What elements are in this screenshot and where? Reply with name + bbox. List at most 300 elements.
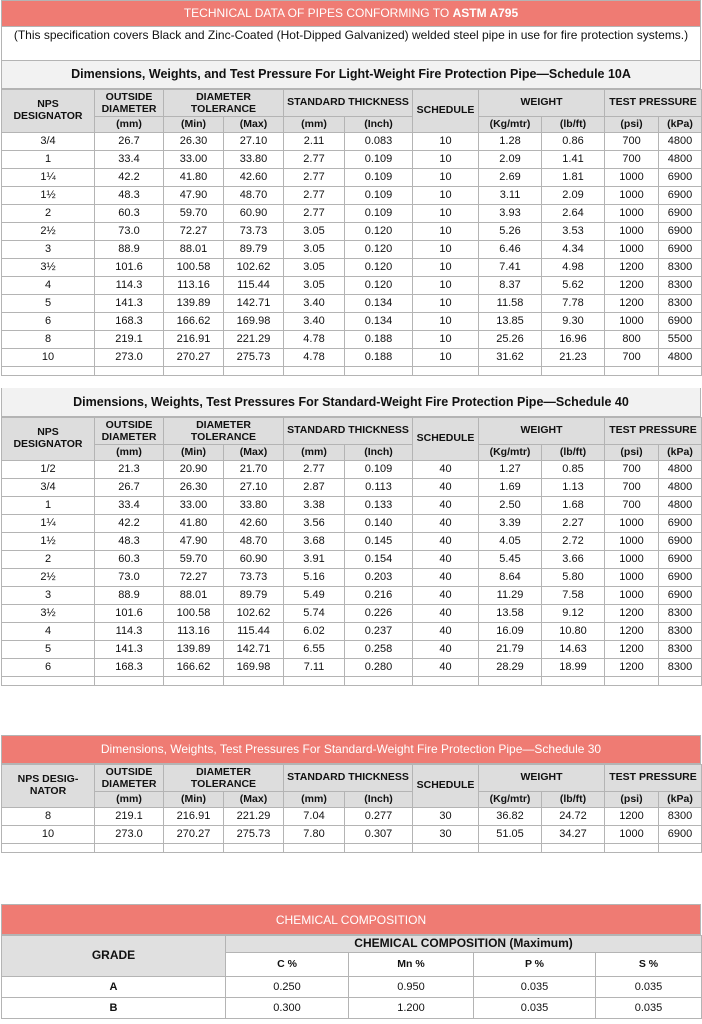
table-cell: 1.200 (349, 998, 474, 1019)
table-cell: 4800 (659, 461, 702, 479)
table-cell: 6900 (659, 313, 702, 331)
table-cell: 7.78 (542, 295, 605, 313)
table-cell: 1000 (605, 533, 659, 551)
table-row (2, 295, 702, 313)
table-row (2, 479, 702, 497)
col-weight: WEIGHT (479, 765, 605, 792)
table-cell: 0.035 (474, 998, 596, 1019)
table-cell: 1.13 (542, 479, 605, 497)
element-c: C % (226, 953, 349, 977)
table-cell: 40 (413, 587, 479, 605)
table-cell: 0.120 (345, 259, 413, 277)
table-cell: 2½ (2, 569, 95, 587)
schedule-40-title: Dimensions, Weights, Test Pressures For Standard-Weight Fire Protection Pipe—Schedule 40 (1, 388, 701, 417)
table-cell: 10 (413, 313, 479, 331)
table-cell: 11.29 (479, 587, 542, 605)
table-cell: 3.11 (479, 187, 542, 205)
table-cell: 0.120 (345, 277, 413, 295)
table-cell: 1.28 (479, 133, 542, 151)
table-cell: 113.16 (164, 623, 224, 641)
table-cell: 73.0 (95, 569, 164, 587)
table-cell: A (2, 977, 226, 998)
schedule-40-section (1, 388, 701, 686)
table-cell: 13.58 (479, 605, 542, 623)
table-cell: 8300 (659, 295, 702, 313)
col-tp: TEST PRESSURE (605, 765, 702, 792)
table-cell: 0.113 (345, 479, 413, 497)
table-cell: 6900 (659, 223, 702, 241)
table-cell: 1200 (605, 659, 659, 677)
table-cell: 0.277 (345, 808, 413, 826)
table-cell: 1000 (605, 169, 659, 187)
table-cell: 6900 (659, 169, 702, 187)
table-cell: 42.2 (95, 169, 164, 187)
table-row (2, 623, 702, 641)
table-cell: 40 (413, 569, 479, 587)
table-cell: 2 (2, 551, 95, 569)
col-dt: DIAMETER TOLERANCE (164, 418, 284, 445)
table-cell: 0.035 (474, 977, 596, 998)
element-p: P % (474, 953, 596, 977)
table-cell: 9.12 (542, 605, 605, 623)
table-cell: 0.237 (345, 623, 413, 641)
schedule-40-table (1, 417, 702, 686)
table-cell: 2.77 (284, 151, 345, 169)
table-cell: 1/2 (2, 461, 95, 479)
table-row (2, 331, 702, 349)
table-cell: 1000 (605, 205, 659, 223)
table-cell: 216.91 (164, 808, 224, 826)
table-cell: 6900 (659, 587, 702, 605)
table-cell: 6.46 (479, 241, 542, 259)
table-cell: 1.41 (542, 151, 605, 169)
table-cell: 16.09 (479, 623, 542, 641)
table-cell: 60.3 (95, 205, 164, 223)
table-cell: 48.70 (224, 187, 284, 205)
table-cell: 10 (413, 295, 479, 313)
table-row (2, 169, 702, 187)
table-cell: 5.80 (542, 569, 605, 587)
col-dt: DIAMETER TOLERANCE (164, 765, 284, 792)
table-cell: 3.40 (284, 313, 345, 331)
table-row (2, 533, 702, 551)
table-cell: 3.05 (284, 259, 345, 277)
table-cell: 0.258 (345, 641, 413, 659)
table-cell: 6900 (659, 826, 702, 844)
table-cell: 221.29 (224, 808, 284, 826)
table-row (2, 241, 702, 259)
table-cell: 5.45 (479, 551, 542, 569)
table-cell: 4800 (659, 133, 702, 151)
table-cell: 6.02 (284, 623, 345, 641)
table-cell: 700 (605, 151, 659, 169)
table-row (2, 205, 702, 223)
table-row (2, 223, 702, 241)
table-cell: 0.140 (345, 515, 413, 533)
schedule-10a-table (1, 89, 702, 376)
col-tp: TEST PRESSURE (605, 90, 702, 117)
table-row (2, 313, 702, 331)
table-cell: 7.80 (284, 826, 345, 844)
unit-mm: (mm) (284, 445, 345, 461)
table-cell: 6900 (659, 187, 702, 205)
unit-kpa: (kPa) (659, 117, 702, 133)
table-cell: 27.10 (224, 133, 284, 151)
table-cell: 3.68 (284, 533, 345, 551)
col-nps: NPS DESIGNATOR (2, 418, 95, 461)
table-cell: 8 (2, 808, 95, 826)
table-cell: 3 (2, 587, 95, 605)
table-cell: 3.53 (542, 223, 605, 241)
table-cell: 59.70 (164, 551, 224, 569)
table-cell: 273.0 (95, 826, 164, 844)
table-cell: 4 (2, 277, 95, 295)
table-cell: 0.109 (345, 205, 413, 223)
table-cell: 3.40 (284, 295, 345, 313)
table-cell: 1000 (605, 223, 659, 241)
table-cell: 33.4 (95, 497, 164, 515)
table-cell: 100.58 (164, 259, 224, 277)
col-schedule: SCHEDULE (413, 765, 479, 808)
table-cell: 10 (413, 259, 479, 277)
table-cell: 47.90 (164, 187, 224, 205)
table-cell: 21.3 (95, 461, 164, 479)
table-cell: 0.216 (345, 587, 413, 605)
table-cell: 1000 (605, 313, 659, 331)
table-row (2, 826, 702, 844)
table-cell: 51.05 (479, 826, 542, 844)
unit-inch: (Inch) (345, 117, 413, 133)
table-cell: 21.70 (224, 461, 284, 479)
chemical-title: CHEMICAL COMPOSITION (1, 904, 701, 935)
table-cell: 2.09 (479, 151, 542, 169)
table-cell: 10 (413, 205, 479, 223)
table-cell: 1½ (2, 533, 95, 551)
table-cell: 700 (605, 133, 659, 151)
table-cell: 1 (2, 497, 95, 515)
table-cell: 2.77 (284, 187, 345, 205)
col-tp: TEST PRESSURE (605, 418, 702, 445)
table-cell: 1200 (605, 605, 659, 623)
table-cell: 2.50 (479, 497, 542, 515)
table-cell: 1000 (605, 515, 659, 533)
unit-mm: (mm) (284, 792, 345, 808)
table-cell: 40 (413, 497, 479, 515)
col-weight: WEIGHT (479, 418, 605, 445)
table-row (2, 461, 702, 479)
table-cell: 0.250 (226, 977, 349, 998)
table-cell: 25.26 (479, 331, 542, 349)
table-cell: 141.3 (95, 295, 164, 313)
table-cell: 216.91 (164, 331, 224, 349)
table-cell: 7.41 (479, 259, 542, 277)
table-cell: 10 (413, 151, 479, 169)
col-nps: NPS DESIGNATOR (2, 90, 95, 133)
table-cell: 4.98 (542, 259, 605, 277)
table-cell: 142.71 (224, 641, 284, 659)
table-cell: 13.85 (479, 313, 542, 331)
table-cell: 21.23 (542, 349, 605, 367)
table-cell: 3.66 (542, 551, 605, 569)
table-cell: 3½ (2, 259, 95, 277)
table-row (2, 497, 702, 515)
element-s: S % (596, 953, 702, 977)
table-cell: 10 (2, 826, 95, 844)
col-schedule: SCHEDULE (413, 418, 479, 461)
table-cell: 4.05 (479, 533, 542, 551)
table-cell: 28.29 (479, 659, 542, 677)
schedule-10a-title: Dimensions, Weights, and Test Pressure For Light-Weight Fire Protection Pipe—Schedule 10A (1, 61, 701, 89)
col-od: OUTSIDE DIAMETER (95, 90, 164, 117)
unit-lbft: (lb/ft) (542, 445, 605, 461)
table-cell: 141.3 (95, 641, 164, 659)
table-cell: 26.7 (95, 133, 164, 151)
table-cell: 3.93 (479, 205, 542, 223)
table-cell: 40 (413, 533, 479, 551)
table-cell: 6900 (659, 205, 702, 223)
table-cell: 166.62 (164, 313, 224, 331)
table-cell: 102.62 (224, 259, 284, 277)
table-cell: 21.79 (479, 641, 542, 659)
table-cell: 1.81 (542, 169, 605, 187)
table-cell: 0.120 (345, 223, 413, 241)
table-cell: 273.0 (95, 349, 164, 367)
table-cell: 6 (2, 313, 95, 331)
table-cell: 0.134 (345, 295, 413, 313)
table-cell: 270.27 (164, 826, 224, 844)
unit-psi: (psi) (605, 792, 659, 808)
table-cell: 10 (413, 133, 479, 151)
table-cell: 59.70 (164, 205, 224, 223)
table-cell: 168.3 (95, 659, 164, 677)
table-row (2, 808, 702, 826)
table-cell: 0.109 (345, 187, 413, 205)
table-cell: 8300 (659, 623, 702, 641)
table-cell: 270.27 (164, 349, 224, 367)
table-cell: 33.00 (164, 497, 224, 515)
table-cell: 115.44 (224, 623, 284, 641)
table-cell: 8300 (659, 259, 702, 277)
table-cell: 88.9 (95, 241, 164, 259)
table-cell: 0.145 (345, 533, 413, 551)
col-schedule: SCHEDULE (413, 90, 479, 133)
table-cell: 0.035 (596, 998, 702, 1019)
table-row (2, 641, 702, 659)
table-cell: 1.69 (479, 479, 542, 497)
table-cell: 4.78 (284, 331, 345, 349)
table-cell: 41.80 (164, 169, 224, 187)
table-row (2, 349, 702, 367)
unit-mm: (mm) (95, 445, 164, 461)
table-cell: 26.7 (95, 479, 164, 497)
col-st: STANDARD THICKNESS (284, 90, 413, 117)
schedule-30-table (1, 764, 702, 853)
table-cell: 72.27 (164, 223, 224, 241)
unit-psi: (psi) (605, 117, 659, 133)
table-cell: 7.04 (284, 808, 345, 826)
table-cell: 10 (413, 349, 479, 367)
table-row (2, 187, 702, 205)
table-cell: 1200 (605, 295, 659, 313)
table-cell: 0.154 (345, 551, 413, 569)
unit-inch: (Inch) (345, 792, 413, 808)
table-cell: 0.109 (345, 151, 413, 169)
table-cell: 3/4 (2, 133, 95, 151)
table-cell: 48.3 (95, 533, 164, 551)
table-cell: 0.109 (345, 461, 413, 479)
table-cell: 7.11 (284, 659, 345, 677)
table-cell: 42.2 (95, 515, 164, 533)
table-cell: 6900 (659, 515, 702, 533)
table-cell: 1¼ (2, 169, 95, 187)
table-cell: 60.90 (224, 551, 284, 569)
table-cell: 3.39 (479, 515, 542, 533)
table-cell: 40 (413, 551, 479, 569)
table-cell: 40 (413, 659, 479, 677)
table-cell: 26.30 (164, 133, 224, 151)
table-cell: 36.82 (479, 808, 542, 826)
table-row (2, 569, 702, 587)
table-cell: 0.188 (345, 349, 413, 367)
table-cell: 20.90 (164, 461, 224, 479)
unit-max: (Max) (224, 445, 284, 461)
table-cell: 114.3 (95, 277, 164, 295)
col-nps: NPS DESIG- NATOR (2, 765, 95, 808)
table-cell: 88.9 (95, 587, 164, 605)
table-cell: 2.72 (542, 533, 605, 551)
unit-mm: (mm) (95, 117, 164, 133)
table-cell: 2½ (2, 223, 95, 241)
unit-kgm: (Kg/mtr) (479, 792, 542, 808)
table-cell: 16.96 (542, 331, 605, 349)
table-cell: 31.62 (479, 349, 542, 367)
table-cell: 60.90 (224, 205, 284, 223)
unit-lbft: (lb/ft) (542, 117, 605, 133)
table-cell: 33.4 (95, 151, 164, 169)
table-cell: 0.133 (345, 497, 413, 515)
table-cell: 88.01 (164, 587, 224, 605)
table-row (2, 551, 702, 569)
table-cell: 8300 (659, 641, 702, 659)
table-cell: 8300 (659, 808, 702, 826)
table-cell: 5.16 (284, 569, 345, 587)
table-cell: 41.80 (164, 515, 224, 533)
table-cell: 3.38 (284, 497, 345, 515)
table-cell: 88.01 (164, 241, 224, 259)
table-cell: 48.70 (224, 533, 284, 551)
unit-kgm: (Kg/mtr) (479, 445, 542, 461)
table-cell: 3 (2, 241, 95, 259)
table-cell: 101.6 (95, 259, 164, 277)
table-cell: 40 (413, 515, 479, 533)
table-cell: 2.27 (542, 515, 605, 533)
table-row (2, 977, 702, 998)
table-cell: 4800 (659, 151, 702, 169)
table-cell: 4 (2, 623, 95, 641)
table-row (2, 151, 702, 169)
table-cell: B (2, 998, 226, 1019)
unit-min: (Min) (164, 117, 224, 133)
table-cell: 4800 (659, 479, 702, 497)
table-cell: 40 (413, 623, 479, 641)
table-cell: 0.109 (345, 169, 413, 187)
table-cell: 2.64 (542, 205, 605, 223)
table-cell: 8.64 (479, 569, 542, 587)
table-cell: 5.26 (479, 223, 542, 241)
table-cell: 5500 (659, 331, 702, 349)
table-cell: 168.3 (95, 313, 164, 331)
table-cell: 26.30 (164, 479, 224, 497)
table-cell: 100.58 (164, 605, 224, 623)
table-cell: 8300 (659, 659, 702, 677)
table-cell: 33.00 (164, 151, 224, 169)
table-cell: 1 (2, 151, 95, 169)
table-cell: 1000 (605, 551, 659, 569)
table-cell: 1.27 (479, 461, 542, 479)
table-cell: 0.950 (349, 977, 474, 998)
col-st: STANDARD THICKNESS (284, 418, 413, 445)
table-cell: 1000 (605, 569, 659, 587)
table-cell: 0.120 (345, 241, 413, 259)
table-cell: 6900 (659, 533, 702, 551)
table-row (2, 605, 702, 623)
table-cell: 0.300 (226, 998, 349, 1019)
table-cell: 0.226 (345, 605, 413, 623)
unit-mm: (mm) (95, 792, 164, 808)
spacer-row (2, 677, 702, 686)
unit-kgm: (Kg/mtr) (479, 117, 542, 133)
table-cell: 60.3 (95, 551, 164, 569)
table-row (2, 277, 702, 295)
table-cell: 169.98 (224, 313, 284, 331)
table-cell: 1000 (605, 587, 659, 605)
table-cell: 0.035 (596, 977, 702, 998)
table-cell: 2.77 (284, 461, 345, 479)
table-cell: 11.58 (479, 295, 542, 313)
table-cell: 8300 (659, 605, 702, 623)
table-row (2, 259, 702, 277)
table-cell: 89.79 (224, 241, 284, 259)
banner-standard: ASTM A795 (452, 6, 519, 20)
table-cell: 1200 (605, 808, 659, 826)
table-cell: 5 (2, 641, 95, 659)
table-cell: 7.58 (542, 587, 605, 605)
table-cell: 142.71 (224, 295, 284, 313)
table-cell: 40 (413, 641, 479, 659)
table-cell: 1½ (2, 187, 95, 205)
table-cell: 10.80 (542, 623, 605, 641)
table-cell: 42.60 (224, 169, 284, 187)
spec-header (1, 0, 701, 61)
table-cell: 1¼ (2, 515, 95, 533)
table-cell: 800 (605, 331, 659, 349)
table-cell: 275.73 (224, 349, 284, 367)
spacer-row (2, 367, 702, 376)
table-cell: 73.73 (224, 569, 284, 587)
unit-lbft: (lb/ft) (542, 792, 605, 808)
grade-header: GRADE (2, 936, 226, 977)
table-cell: 4800 (659, 349, 702, 367)
table-cell: 5.62 (542, 277, 605, 295)
unit-mm: (mm) (284, 117, 345, 133)
table-cell: 4.34 (542, 241, 605, 259)
table-cell: 113.16 (164, 277, 224, 295)
table-cell: 18.99 (542, 659, 605, 677)
table-cell: 48.3 (95, 187, 164, 205)
table-cell: 72.27 (164, 569, 224, 587)
table-cell: 10 (413, 241, 479, 259)
table-cell: 4.78 (284, 349, 345, 367)
